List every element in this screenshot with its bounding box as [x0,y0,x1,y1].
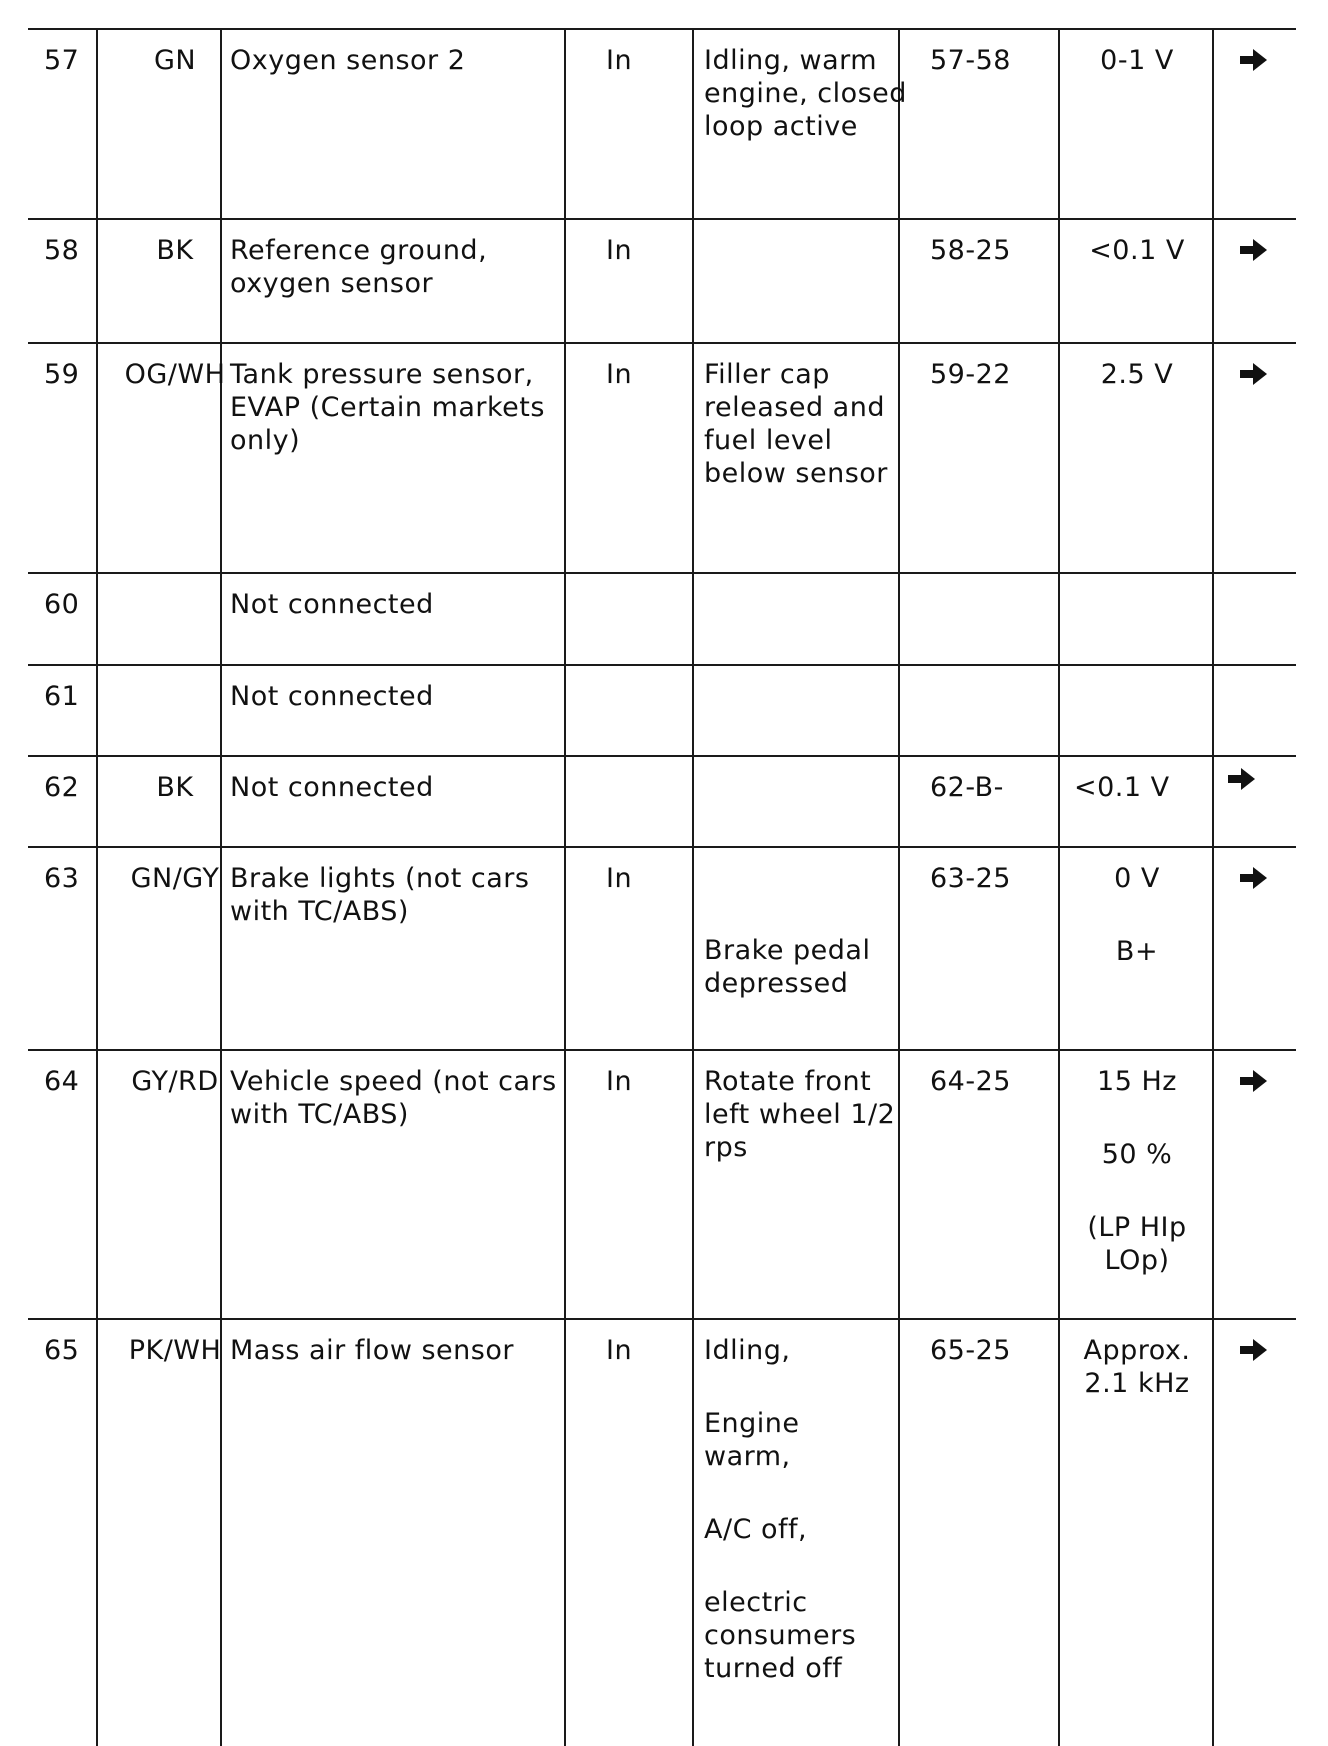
signal-direction: In [606,235,633,266]
nominal-value [1058,1334,1216,1400]
pin-number: 58 [44,235,80,266]
test-terminals: 59-22 [930,359,1011,390]
row-divider [28,572,1296,574]
arrow-right-icon[interactable] [1240,234,1280,267]
row-divider [28,218,1296,220]
wire-color: GY/RD [131,1066,219,1097]
row-divider [28,1318,1296,1320]
test-condition [704,934,914,1000]
pin-number: 60 [44,589,80,620]
row-divider [28,28,1296,30]
row-divider [28,755,1296,757]
nominal-value [1058,44,1216,77]
row-divider [28,664,1296,666]
pin-number: 61 [44,681,80,712]
value-line: 15 Hz [1097,1066,1177,1097]
signal-direction: In [606,359,633,390]
arrow-right-icon[interactable] [1240,862,1280,895]
test-terminals: 57-58 [930,45,1011,76]
wire-color: BK [156,235,194,266]
wire-color: GN [153,45,197,76]
signal-direction: In [606,45,633,76]
arrow-right-icon[interactable] [1228,763,1268,796]
pin-number: 62 [44,772,80,803]
nominal-value [1074,771,1232,804]
test-condition [704,44,914,143]
wire-color: OG/WH [124,359,226,390]
row-divider [28,1049,1296,1051]
pin-description: Not connected [230,681,434,712]
row-divider [28,846,1296,848]
test-condition [704,1065,914,1164]
condition-line: Idling, [704,1335,791,1366]
signal-direction: In [606,1335,633,1366]
nominal-value [1058,358,1216,391]
row-divider [28,342,1296,344]
wire-color: PK/WH [128,1335,222,1366]
pin-description: Brake lights (not cars with TC/ABS) [230,863,530,927]
test-terminals: 65-25 [930,1335,1011,1366]
value-line: B+ [1115,936,1159,967]
nominal-value [1058,234,1216,267]
value-line: (LP HIp LOp) [1087,1212,1187,1276]
condition-line: Idling, warm engine, closed loop active [704,45,907,142]
test-terminals: 63-25 [930,863,1011,894]
signal-direction: In [606,1066,633,1097]
nominal-value [1058,1065,1216,1277]
pin-description: Mass air flow sensor [230,1335,514,1366]
pin-description: Tank pressure sensor, EVAP (Certain markets only) [230,359,545,456]
arrow-right-icon[interactable] [1240,358,1280,391]
signal-direction: In [606,863,633,894]
test-condition [704,1334,914,1685]
value-line: 0-1 V [1100,45,1174,76]
pin-description: Oxygen sensor 2 [230,45,466,76]
condition-line: Brake pedal depressed [704,935,871,999]
test-terminals: 58-25 [930,235,1011,266]
arrow-right-icon[interactable] [1240,1334,1280,1367]
value-line: 2.5 V [1100,359,1174,390]
pin-number: 63 [44,863,80,894]
pin-number: 57 [44,45,80,76]
value-line: <0.1 V [1089,235,1185,266]
pin-number: 59 [44,359,80,390]
test-condition [704,358,914,490]
pin-description: Vehicle speed (not cars with TC/ABS) [230,1066,557,1130]
arrow-right-icon[interactable] [1240,1065,1280,1098]
pin-description: Not connected [230,589,434,620]
pin-number: 65 [44,1335,80,1366]
condition-line: Rotate front left wheel 1/2 rps [704,1066,896,1163]
condition-line: A/C off, [704,1514,808,1545]
condition-line: Engine warm, [704,1408,800,1472]
value-line: 0 V [1114,863,1160,894]
pin-number: 64 [44,1066,80,1097]
wire-color: BK [156,772,194,803]
wire-color: GN/GY [130,863,220,894]
pin-description: Reference ground, oxygen sensor [230,235,488,299]
test-terminals: 62-B- [930,772,1004,803]
value-line: 50 % [1101,1139,1173,1170]
condition-line: electric consumers turned off [704,1587,857,1684]
arrow-right-icon[interactable] [1240,44,1280,77]
condition-line: Filler cap released and fuel level below sensor [704,359,888,489]
value-line: <0.1 V [1074,772,1170,803]
nominal-value [1058,862,1216,968]
value-line: Approx. 2.1 kHz [1083,1335,1191,1399]
pin-description: Not connected [230,772,434,803]
test-terminals: 64-25 [930,1066,1011,1097]
